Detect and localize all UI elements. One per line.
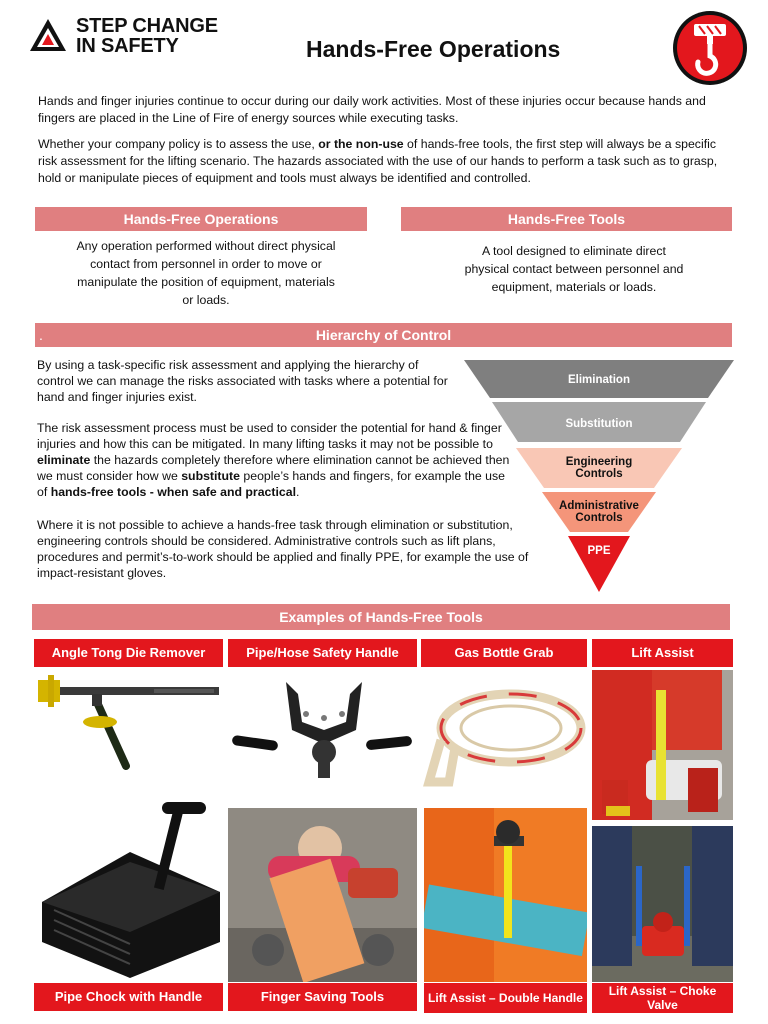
label-lift-assist-double-handle: Lift Assist – Double Handle — [424, 983, 587, 1013]
hierarchy-paragraph-3: Where it is not possible to achieve a hands-free task through elimination or substitution, engineering controls should be considered. Administrative controls such as lift plans, procedures and permit’s-to-work should be applied and finally PPE, for example the use of impact-resistant gloves. — [37, 518, 529, 580]
tier-label-elimination: Elimination — [568, 374, 630, 386]
hands-free-operations-definition: Any operation performed without direct physical contact from personnel in order to move or manipulate the position of equipment, materials or loads. — [76, 239, 336, 307]
photo-pipe-chock-with-handle — [34, 792, 223, 982]
photo-lift-assist-choke-valve — [592, 826, 733, 982]
tier-label-administrative-controls: Administrative Controls — [559, 500, 639, 524]
hands-free-operations-heading: Hands-Free Operations — [35, 207, 367, 231]
logo-triangle-icon — [28, 17, 68, 53]
logo-text-line1: STEP CHANGE — [76, 15, 218, 37]
tier-label-ppe: PPE — [587, 545, 611, 557]
logo-text-line2: IN SAFETY — [76, 35, 179, 57]
hands-free-tools-definition: A tool designed to eliminate direct physical contact between personnel and equipment, materials or loads. — [464, 244, 684, 294]
label-gas-bottle-grab: Gas Bottle Grab — [421, 639, 587, 667]
company-logo — [28, 14, 238, 62]
intro-paragraph-2: Whether your company policy is to assess the use, or the non-use of hands-free tools, the first step will always be a specific risk assessment for the lifting scenario. The hazards associated with the use of our hands to perform a task such as to grasp, hold or manipulate pieces of equipment and tools must always be identified and controlled. — [38, 137, 718, 185]
hierarchy-paragraph-2: The risk assessment process must be used to consider the potential for hand & finger injuries and how this can be mitigated. In many lifting tasks it may not be possible to eliminate the hazards completely therefore where elimination cannot be achieved then we must consider how we substitute people’s hands and fingers, for example the use of hands-free tools - when safe and practical. — [37, 421, 510, 499]
tier-label-substitution: Substitution — [565, 418, 633, 430]
label-pipe-hose-safety-handle: Pipe/Hose Safety Handle — [228, 639, 417, 667]
label-angle-tong-die-remover: Angle Tong Die Remover — [34, 639, 223, 667]
label-pipe-chock-with-handle: Pipe Chock with Handle — [34, 983, 223, 1011]
label-finger-saving-tools: Finger Saving Tools — [228, 983, 417, 1011]
hierarchy-paragraph-1: By using a task-specific risk assessment and applying the hierarchy of control we can manage the risks associated with tasks where a potential for hand and finger injuries exist. — [37, 358, 448, 404]
photo-lift-assist-double-handle — [424, 808, 587, 982]
photo-angle-tong-die-remover — [34, 670, 223, 788]
label-lift-assist-choke-valve: Lift Assist – Choke Valve — [592, 983, 733, 1013]
hands-free-tools-heading: Hands-Free Tools — [401, 207, 732, 231]
photo-gas-bottle-grab — [421, 670, 587, 788]
photo-finger-saving-tools — [228, 808, 417, 982]
tier-label-engineering-controls: Engineering Controls — [565, 456, 633, 480]
page-title: Hands-Free Operations — [306, 36, 561, 62]
hierarchy-pyramid — [460, 358, 738, 594]
label-lift-assist: Lift Assist — [592, 639, 733, 667]
hierarchy-of-control-heading: . Hierarchy of Control — [35, 323, 732, 347]
photo-lift-assist — [592, 670, 733, 820]
intro-paragraph-1: Hands and finger injuries continue to occur during our daily work activities. Most of these injuries occur because hands and fingers are placed in the Line of Fire of energy sources while executing tasks. — [38, 94, 706, 125]
photo-pipe-hose-safety-handle — [228, 670, 417, 788]
examples-heading: Examples of Hands-Free Tools — [32, 604, 730, 630]
crane-hook-icon — [672, 10, 748, 86]
